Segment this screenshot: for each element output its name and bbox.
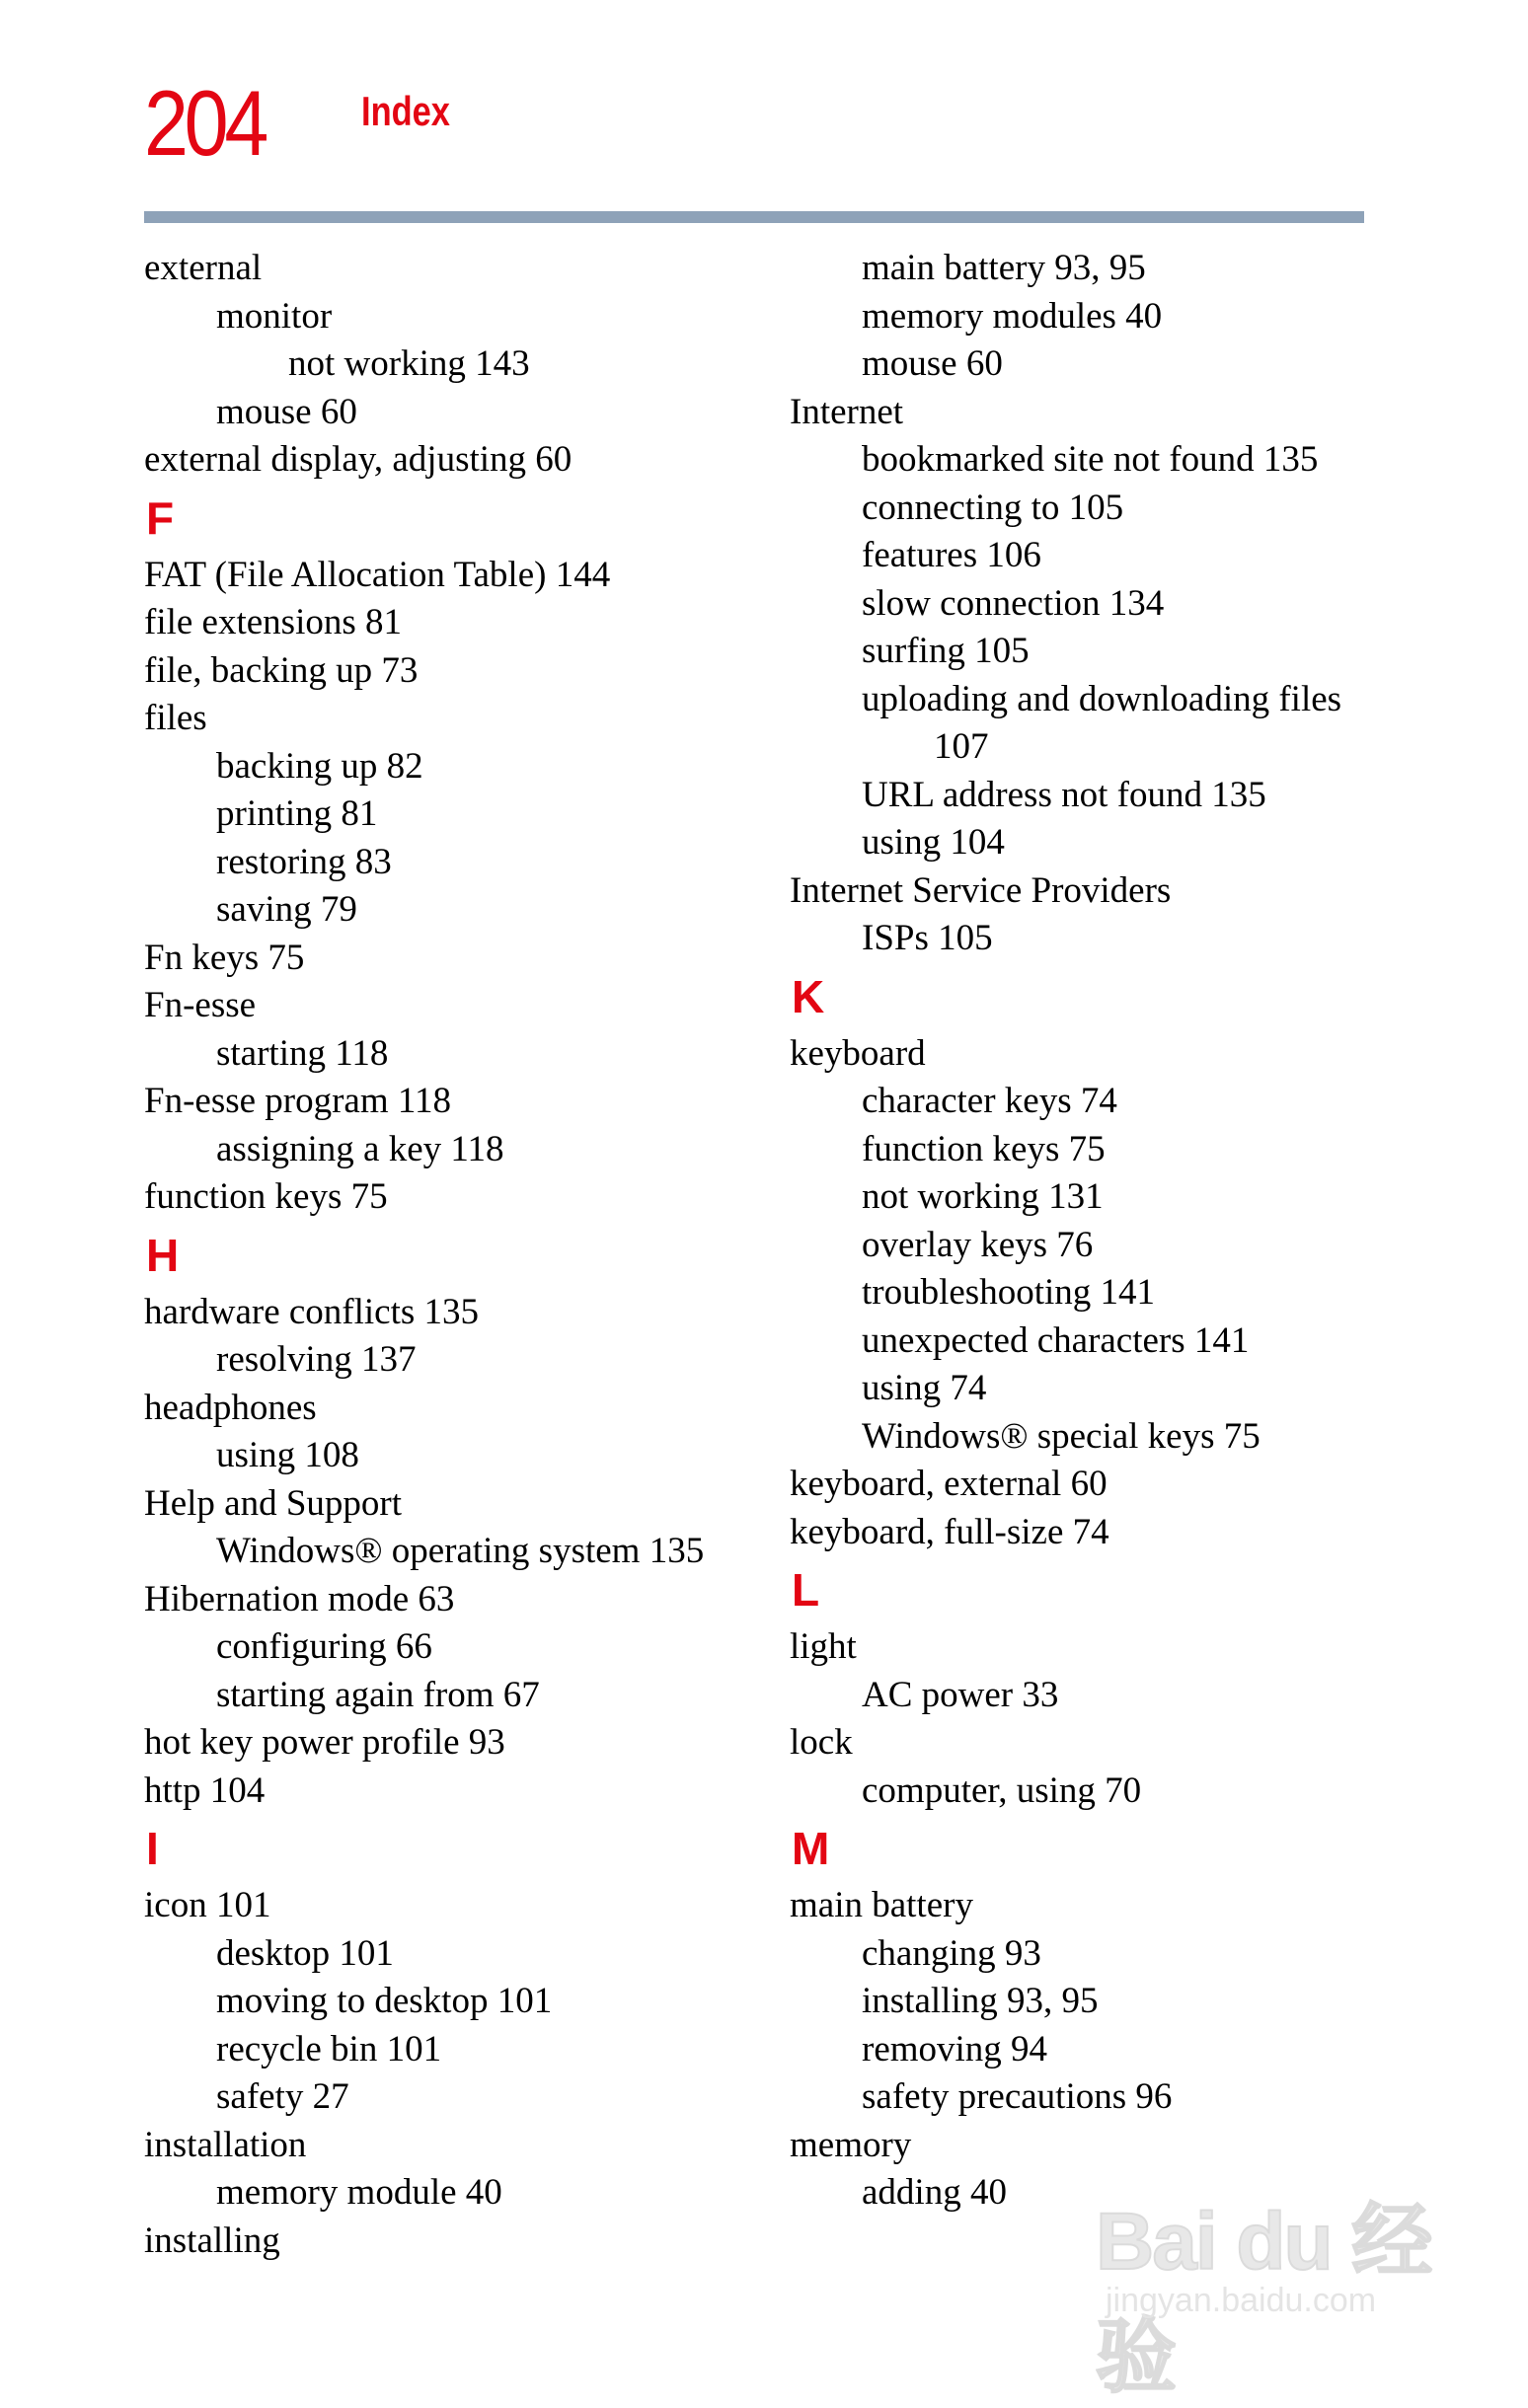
page-number: 204 [144,71,265,175]
index-entry: main battery [790,1885,973,1925]
index-subentry: moving to desktop 101 [216,1981,553,2021]
index-entry: FAT (File Allocation Table) 144 [144,554,611,595]
index-letter-heading: M [792,1823,830,1874]
index-entry: installation [144,2124,307,2165]
index-letter-heading: I [146,1823,159,1874]
index-subentry: memory modules 40 [862,295,1163,337]
index-entry: icon 101 [144,1885,271,1925]
index-entry: file, backing up 73 [144,649,419,691]
index-column-right [790,245,1421,2218]
index-subentry: monitor [216,295,333,337]
index-subentry: not working 143 [288,343,530,384]
index-subentry: unexpected characters 141 [862,1319,1250,1361]
index-subentry: ISPs 105 [862,918,993,958]
index-subentry: features 106 [862,535,1041,575]
index-subentry: backing up 82 [216,745,423,787]
index-subentry: function keys 75 [862,1128,1106,1169]
index-subentry: character keys 74 [862,1081,1117,1121]
index-entry: file extensions 81 [144,602,403,642]
index-subentry: removing 94 [862,2028,1048,2069]
index-subentry: AC power 33 [862,1674,1059,1715]
index-subentry: printing 81 [216,793,378,834]
index-entry: Internet Service Providers [790,869,1172,911]
index-subentry: assigning a key 118 [216,1128,504,1169]
index-subentry: slow connection 134 [862,582,1165,624]
index-subentry: main battery 93, 95 [862,248,1146,288]
index-subentry: memory module 40 [216,2172,502,2213]
index-entry: light [790,1626,857,1667]
index-entry: hot key power profile 93 [144,1722,505,1763]
index-entry: lock [790,1722,853,1763]
index-entry: keyboard [790,1032,926,1074]
index-letter-heading: K [792,970,825,1022]
index-subentry: bookmarked site not found 135 [862,439,1319,480]
index-subentry: resolving 137 [216,1339,417,1380]
index-entry: hardware conflicts 135 [144,1291,480,1332]
index-entry: files [144,698,207,738]
index-subentry: changing 93 [862,1932,1041,1974]
index-subentry: Windows® special keys 75 [862,1415,1261,1457]
index-entry: Fn keys 75 [144,937,305,978]
index-subentry: using 108 [216,1435,359,1475]
index-entry: Hibernation mode 63 [144,1578,455,1619]
index-subentry: saving 79 [216,889,357,930]
index-subentry: adding 40 [862,2172,1007,2213]
index-subentry: uploading and downloading files [862,678,1342,719]
index-entry: keyboard, full-size 74 [790,1511,1109,1552]
index-subentry: safety 27 [216,2076,349,2117]
index-entry: memory [790,2124,912,2165]
index-entry: Help and Support [144,1482,403,1524]
index-subentry: not working 131 [862,1176,1104,1217]
index-subentry: mouse 60 [216,391,357,432]
index-subentry: recycle bin 101 [216,2028,442,2069]
index-subentry: surfing 105 [862,631,1030,671]
index-subentry: restoring 83 [216,841,392,882]
index-subentry: mouse 60 [862,343,1003,384]
index-subentry: 107 [934,726,989,767]
index-entry: keyboard, external 60 [790,1464,1108,1504]
index-subentry: overlay keys 76 [862,1224,1094,1265]
watermark-url: jingyan.baidu.com [1106,2282,1377,2319]
watermark-logo: Bai du 经验 [1096,2197,1431,2402]
index-entry: external display, adjusting 60 [144,439,573,480]
index-subentry: troubleshooting 141 [862,1272,1156,1313]
index-entry: function keys 75 [144,1176,388,1217]
index-entry: installing [144,2220,280,2261]
index-letter-heading: H [146,1229,180,1281]
index-entry: headphones [144,1387,317,1428]
index-entry: Internet [790,391,904,432]
index-entry: external [144,248,263,288]
index-subentry: connecting to 105 [862,487,1124,528]
index-entry: http 104 [144,1769,266,1811]
section-title: Index [361,88,450,134]
watermark [1096,2171,1471,2402]
index-column-left [144,245,776,2265]
index-entry: Fn-esse program 118 [144,1081,452,1121]
index-subentry: desktop 101 [216,1932,394,1974]
index-subentry: configuring 66 [216,1626,432,1667]
index-subentry: URL address not found 135 [862,774,1266,815]
index-subentry: using 104 [862,822,1005,863]
index-subentry: starting again from 67 [216,1674,540,1715]
header-rule [144,211,1364,223]
index-subentry: computer, using 70 [862,1769,1142,1811]
index-entry: Fn-esse [144,985,257,1025]
index-subentry: installing 93, 95 [862,1981,1099,2021]
index-subentry: Windows® operating system 135 [216,1531,705,1571]
index-letter-heading: F [146,491,175,544]
index-subentry: safety precautions 96 [862,2076,1173,2117]
index-letter-heading: L [792,1564,820,1616]
index-subentry: starting 118 [216,1032,389,1074]
index-subentry: using 74 [862,1368,987,1408]
